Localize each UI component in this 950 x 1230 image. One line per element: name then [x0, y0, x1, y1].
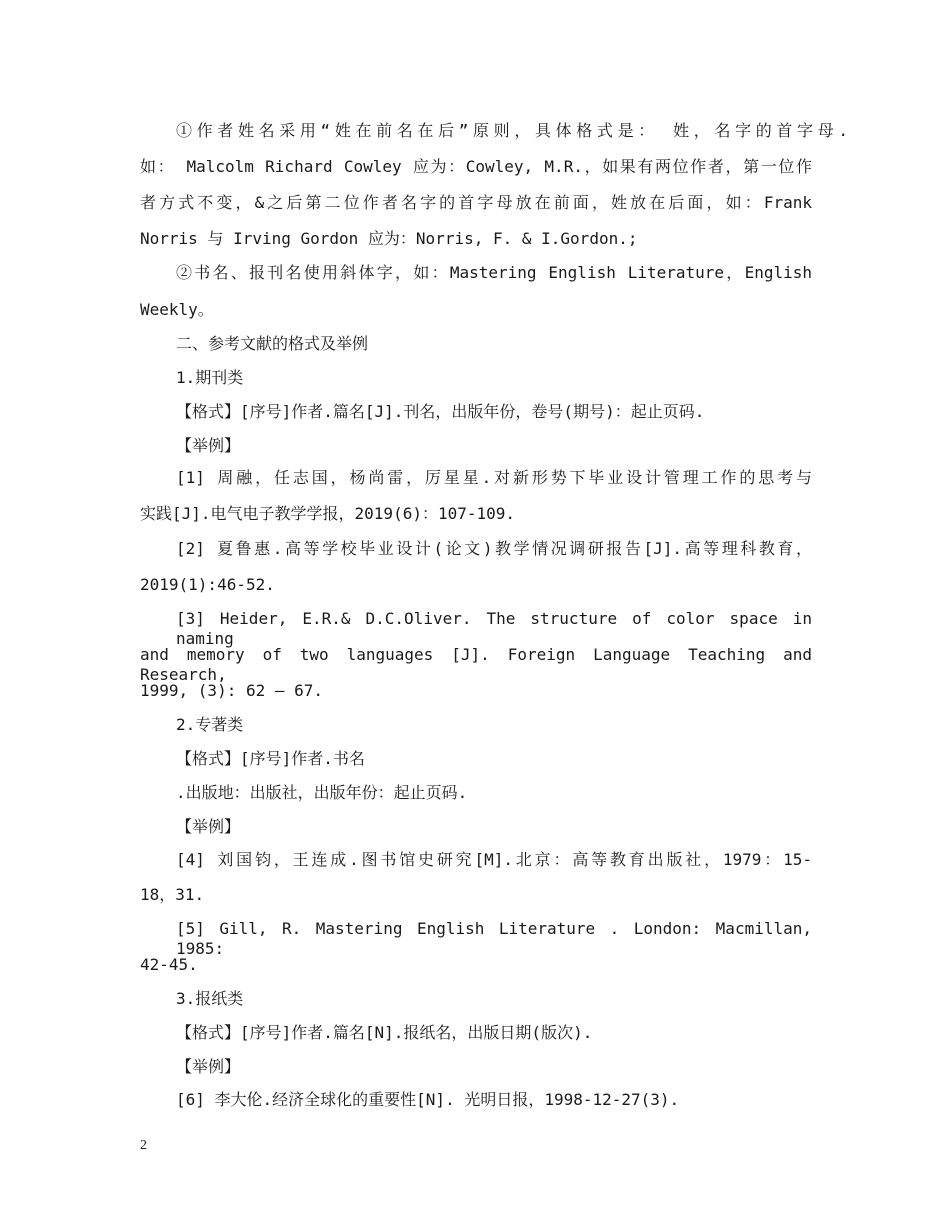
- reference-2-line-2: 2019(1):46-52.: [140, 575, 275, 594]
- author-name-rule-line-1: ①作者姓名采用“姓在前名在后”原则，具体格式是： 姓，名字的首字母.: [176, 121, 848, 140]
- newspaper-example-label: 【举例】: [176, 1057, 241, 1076]
- reference-3-line-1: [3] Heider, E.R.& D.C.Oliver. The structure of color space in naming: [176, 609, 812, 648]
- reference-1-line-2: 实践[J].电气电子教学学报，2019(6)：107-109.: [140, 504, 516, 523]
- reference-2-line-1: [2] 夏鲁惠.高等学校毕业设计(论文)教学情况调研报告[J].高等理科教育，: [176, 539, 812, 558]
- page-number: 2: [140, 1138, 147, 1153]
- reference-3-line-2: and memory of two languages [J]. Foreign Language Teaching and Research,: [140, 645, 812, 684]
- newspaper-category-heading: 3.报纸类: [176, 989, 244, 1008]
- italic-title-rule-line-2: Weekly。: [140, 300, 214, 319]
- italic-title-rule-line-1: ②书名、报刊名使用斜体字，如：Mastering English Literature，English: [176, 263, 812, 282]
- journal-category-heading: 1.期刊类: [176, 368, 244, 387]
- newspaper-format-line: 【格式】[序号]作者.篇名[N].报纸名，出版日期(版次).: [176, 1023, 593, 1042]
- author-name-rule-line-3: 者方式不变，&之后第二位作者名字的首字母放在前面，姓放在后面，如：Frank: [140, 193, 812, 212]
- reference-1-line-1: [1] 周融，任志国，杨尚雷，厉星星.对新形势下毕业设计管理工作的思考与: [176, 468, 812, 487]
- author-name-rule-line-2: 如： Malcolm Richard Cowley 应为：Cowley, M.R.，如果有两位作者，第一位作: [140, 157, 812, 176]
- monograph-example-label: 【举例】: [176, 817, 241, 836]
- reference-6-line: [6] 李大伦.经济全球化的重要性[N]. 光明日报，1998-12-27(3).: [176, 1090, 680, 1109]
- reference-5-line-2: 42-45.: [140, 955, 198, 974]
- monograph-format-line-2: .出版地：出版社，出版年份：起止页码.: [176, 783, 468, 802]
- journal-format-line: 【格式】[序号]作者.篇名[J].刊名，出版年份，卷号(期号)：起止页码.: [176, 402, 705, 421]
- reference-4-line-1: [4] 刘国钧，王连成.图书馆史研究[M].北京：高等教育出版社，1979：15-: [176, 850, 812, 869]
- section-heading-reference-format: 二、参考文献的格式及举例: [176, 334, 369, 353]
- monograph-format-line-1: 【格式】[序号]作者.书名: [176, 749, 365, 768]
- reference-3-line-3: 1999, (3): 62 – 67.: [140, 681, 324, 700]
- author-name-rule-line-4: Norris 与 Irving Gordon 应为：Norris, F. & I.Gordon.;: [140, 229, 638, 248]
- reference-4-line-2: 18，31.: [140, 885, 205, 904]
- monograph-category-heading: 2.专著类: [176, 715, 244, 734]
- journal-example-label: 【举例】: [176, 436, 241, 455]
- reference-5-line-1: [5] Gill, R. Mastering English Literature . London: Macmillan, 1985:: [176, 919, 812, 958]
